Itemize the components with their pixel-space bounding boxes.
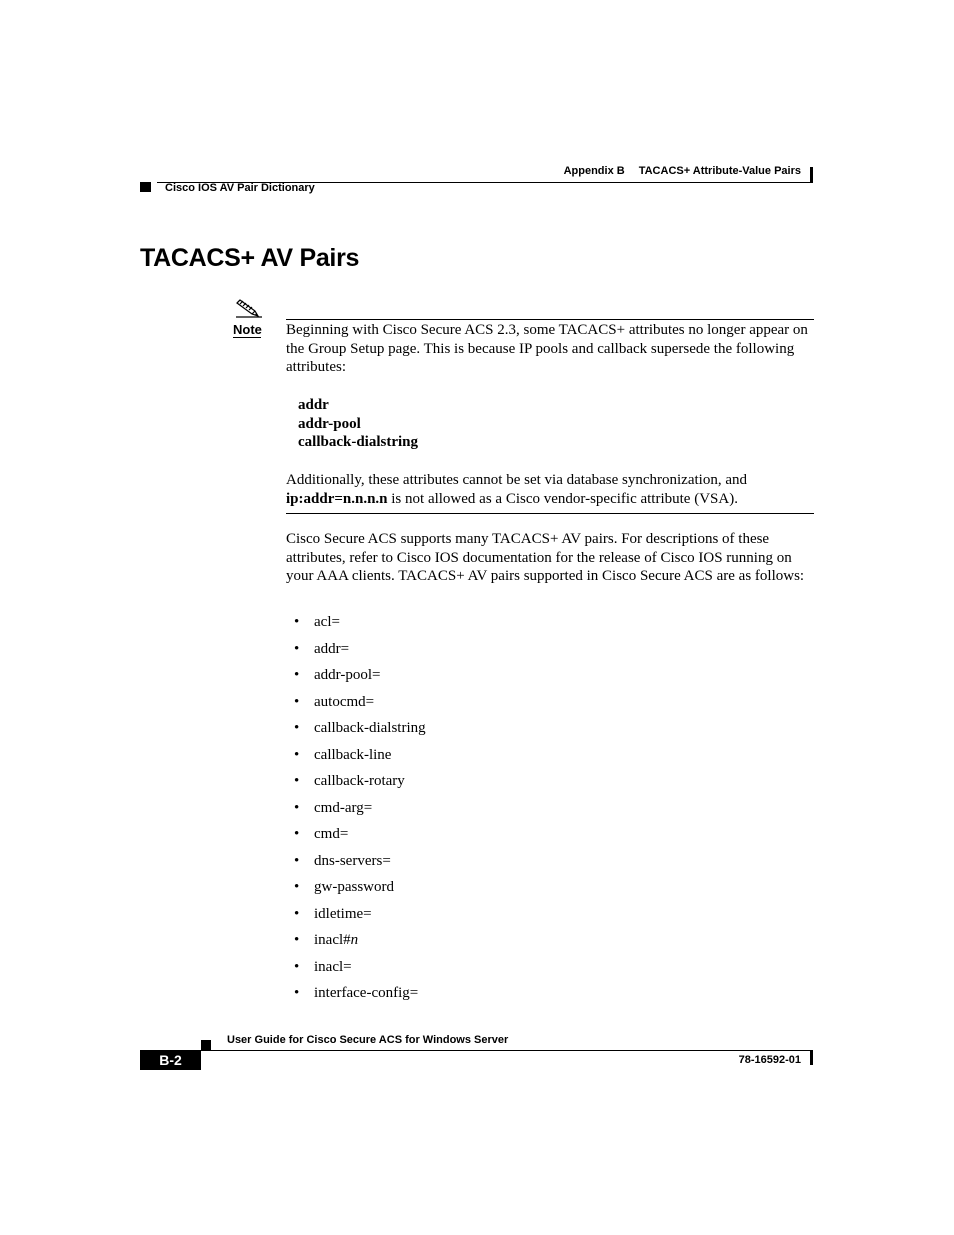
additional-text-before: Additionally, these attributes cannot be set via database synchronization, and [286,472,747,488]
av-pair-label: cmd= [314,826,349,842]
footer-bar-marker [810,1050,813,1065]
av-pair-label: inacl# [314,932,351,948]
header-square-marker [140,182,151,192]
av-pair-label: addr-pool= [314,667,381,683]
list-item [294,852,426,879]
av-pair-label: addr= [314,640,350,657]
bullet: • [294,879,300,895]
bullet: • [294,852,300,869]
note-label-underline [233,337,261,338]
av-pair-label: inacl= [314,958,352,975]
av-pair-label: cmd-arg= [314,799,373,816]
bullet: • [294,693,300,710]
bullet: • [294,905,300,922]
av-pair-label: acl= [314,614,340,630]
list-item [294,905,426,932]
attribute-item: addr-pool [298,415,361,432]
av-pair-index-variable: n [350,932,359,948]
list-item [294,693,426,720]
appendix-label: Appendix B [563,165,625,177]
bullet: • [294,746,300,763]
list-item [294,666,426,693]
footer-guide-title: User Guide for Cisco Secure ACS for Windows Server [227,1034,509,1046]
list-item [294,746,426,773]
chapter-title: TACACS+ Attribute-Value Pairs [638,165,801,177]
pencil-icon [236,296,262,318]
list-item [294,772,426,799]
bullet: • [294,799,300,816]
footer-square-marker [201,1040,211,1050]
list-item [294,878,426,905]
list-item [294,931,426,958]
vsa-example: ip:addr=n.n.n.n [286,490,388,507]
bullet: • [294,720,300,736]
note-additional-paragraph [286,471,814,508]
additional-text-after: is not allowed as a Cisco vendor-specific attribute (VSA). [387,490,738,507]
av-pair-label: autocmd= [314,693,375,710]
page-number: B-2 [140,1050,201,1070]
av-pair-label: idletime= [314,905,372,922]
av-pair-label: callback-dialstring [314,720,426,736]
running-header [564,165,801,177]
bullet: • [294,985,300,1001]
note-label: Note [233,322,262,337]
attribute-item: callback-dialstring [298,434,419,450]
body-paragraph: Cisco Secure ACS supports many TACACS+ AV pairs. For descriptions of these attributes, refer to Cisco IOS documentation for the release of Cisco IOS running on your AAA clients. TACACS+ AV pairs supported in Cisco Secure ACS are as follows: [286,531,805,584]
list-item [294,984,426,1011]
attribute-item: addr [298,397,329,413]
bullet: • [294,958,300,975]
note-top-rule [286,319,814,320]
av-pair-label: dns-servers= [314,852,391,869]
bullet: • [294,773,300,789]
bullet: • [294,932,300,948]
header-bar-marker [810,167,813,183]
list-item [294,719,426,746]
list-item [294,613,426,640]
list-item [294,825,426,852]
bullet: • [294,667,300,683]
av-pair-label: gw-password [314,879,394,895]
superseded-attribute-list [298,396,418,452]
list-item [294,640,426,667]
bullet: • [294,614,300,630]
av-pair-list [294,613,426,1011]
av-pair-label: callback-rotary [314,773,405,789]
list-item [294,958,426,985]
note-bottom-rule [286,513,814,514]
page-title: TACACS+ AV Pairs [140,244,360,272]
section-header: Cisco IOS AV Pair Dictionary [165,182,315,194]
bullet: • [294,826,300,842]
av-pair-label: interface-config= [314,985,419,1001]
note-intro-paragraph: Beginning with Cisco Secure ACS 2.3, some TACACS+ attributes no longer appear on the Group Setup page. This is because IP pools and callback supersede the following attributes: [286,322,808,375]
document-number: 78-16592-01 [738,1054,801,1066]
list-item [294,799,426,826]
bullet: • [294,640,300,657]
av-pair-label: callback-line [314,746,392,763]
footer-rule [140,1050,813,1051]
